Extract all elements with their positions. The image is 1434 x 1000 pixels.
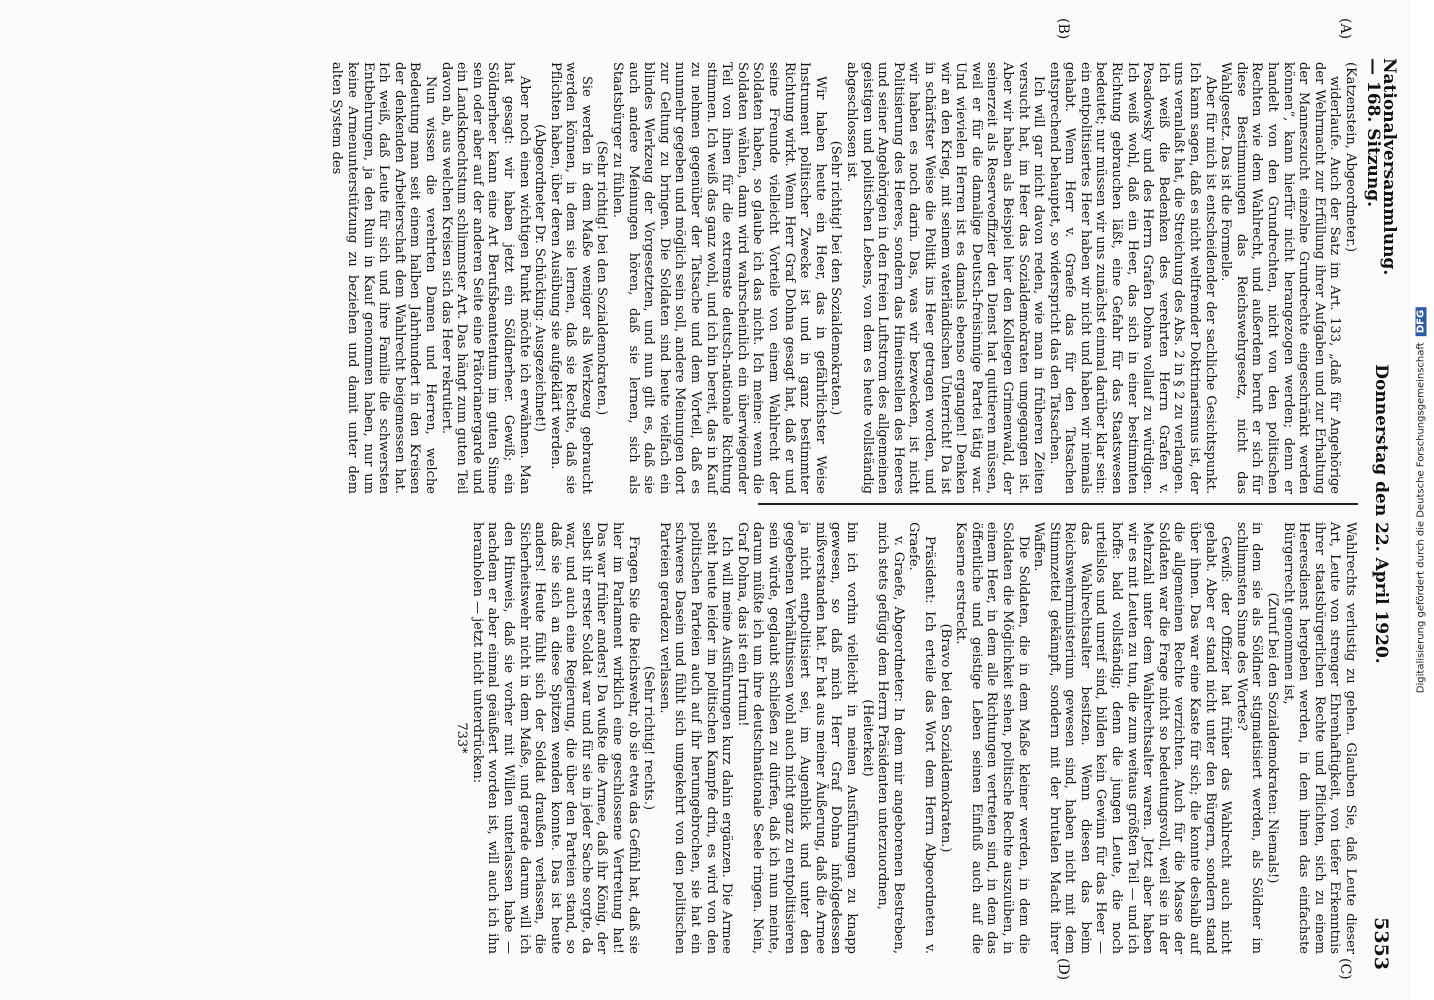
speaker-tag: (Katzenstein, Abgeordneter.) [1343,62,1358,253]
paragraph: Nun wissen die verehrten Damen und Herren, welche Bedeutung man seit einem halben Jahrhundert in den Kreisen der denkenden Arbeiterschaft dem Wahlrecht beigemessen hat. Ich weiß, daß Leute für sich und ihre Familie die schwersten Entbehrungen, ja den Ruin in Kauf genommen haben, nur um keine Armenunterstützung zu beziehen und damit unter dem alten System des [329,62,438,494]
interjection: (Heiterkeit) [859,699,875,777]
speaker-intro: v. Graefe, Abgeordneter: In dem mir angeborenen Bestreben, mich stets gefügig dem Herrn Präsidenten unterzuordnen, [875,522,906,954]
right-text-column [454,522,1358,954]
paragraph: Aber für mich ist entscheidender der sachliche Gesichtspunkt. Ich kann sagen, daß es nicht weltfremder Doktrinarismus ist, der uns veranlaßt hat, die Streichung des Abs. 2 in § 2 zu verlangen. Ich weiß die Bedenken des verehrten Herrn Grafen v. Posadowsky und des Herrn Grafen Dohna vollauf zu würdigen. Ich weiß wohl, daß ein Heer, das sich in einer bestimmten Richtung gebrauchen läßt, eine Gefahr für das Staatswesen bedeutet; nur müssen wir uns zunächst einmal darüber klar sein: ein entpolitisiertes Heer haben wir nicht und haben wir niemals gehabt. Wenn Herr v. Graefe das für den Tatsachen entsprechend behauptet, so widerspricht das den Tatsachen. [1046,62,1218,494]
paragraph: Ich will gar nicht davon reden, wie man in früheren Zeiten versucht hat, im Heer das Sozialdemokraten umgegangen ist. Aber wir haben als Beispiel hier den Kollegen Grimenwald, der seinerzeit als Reserveoffizier den Dienst hat quittieren müssen, weil er für die damalige Deutsch-freisinnige Partei tätig war. Und wievielen Herren ist es damals ebenso ergangen! Denken wir an den Krieg, mit seinem vaterländischen Unterricht! Da ist in schärfster Weise die Politik ins Heer getragen worden, und wir haben es noch darin. Das, was wir bezwecken, ist nicht Politisierung des Heeres, sondern das Hineinstellen des Heeres und seiner Angehörigen in den freien Luftstrom des allgemeinen geistigen und politischen Lebens, von dem es heute vollständig abgeschlossen ist. [844,62,1047,494]
column-divider [758,503,1358,505]
interjection: (Zuruf bei den Sozialdemokraten: Niemals!) [1265,592,1281,884]
digitization-side-strip [1410,0,1432,1000]
margin-mark-b: (B) [1055,18,1071,40]
interjection: (Abgeordneter Dr. Schücking: Ausgezeichnet!) [532,124,548,432]
paragraph: Fragen Sie die Reichswehr, ob sie etwa das Gefühl hat, daß sie hier im Parlament wirklich eine geschlossene Vertretung hat! Das war früher anders! Da wußte die Armee, daß ihr König, der selbst ihr erster Soldat war und für sie in jeder Sache sorgte, da war, und auch eine Regierung, die über den Parteien stand, so daß sie sich an diese Spitzen wenden konnte. Das ist heute anders! Heute fühlt sich der Soldat draußen verlassen, die Sicherheitswehr nicht in dem Maße, und gerade darum will ich den Hinweis, daß sie vorher mit Willen unterlassen habe — nachdem er aber einmal geäußert worden ist, will auch ich ihn heranholen — jetzt nicht unterdrücken: [469,522,641,954]
paragraph: bin ich vorhin vielleicht in meinen Ausführungen zu knapp gewesen, so daß mich Herr Graf Dohna infolgedessen mißverstanden hat. Er hat aus meiner Äußerung, daß die Armee ja nicht entpolitisiert sei, im Augenblick und unter den gegebenen Verhältnissen wohl auch nicht ganz zu entpolitisieren sein würde, geglaubt schließen zu dürfen, daß ich nun meinte, darum müßte ich um ihre deutschnationale Seele ringen. Nein, Graf Dohna, das ist ein Irrtum! [734,522,859,954]
margin-mark-a: (A) [1337,18,1353,40]
left-text-column [329,62,1358,494]
president-speech: Präsident: Ich erteile das Wort dem Herrn Abgeordneten v. Graefe. [906,522,937,954]
paragraph: widerlaufe. Auch der Satz im Art. 133, „daß für Angehörige der Wehrmacht zur Erfüllung ihrer Aufgaben und zur Erhaltung der Manneszucht einzelne Grundrechte eingeschränkt werden können“, kann hierfür nicht herangezogen werden; denn er handelt von den Grundrechten, nicht von den politischen Rechten wie dem Wahlrecht, und außerdem beruft er sich für diese Bestimmungen das Reichswehrgesetz, nicht das Wahlgesetz. Das ist die Formelle. [1218,62,1343,494]
paragraph: Ich will meine Ausführungen kurz dahin ergänzen. Die Armee steht heute leider im politischen Kampfe drin, es wird von den politischen Parteien auch auf ihr herumgebrochen, sie hat ein schweres Dasein und fühlt sich umgekehrt von den politischen Parteien geradezu verlassen. [656,522,735,954]
margin-mark-c: (C) [1337,958,1353,980]
margin-mark-d: (D) [1055,958,1071,981]
paragraph: Wahlrechts verlustig zu gehen. Glauben Sie, daß Leute dieser Art, Leute von strenger Ehrenhaftigkeit, von tiefer Erkenntnis ihrer staatsbürgerlichen Rechte und Pflichten, sich zu einem Heeresdienst hergeben werden, in dem ihnen das einfachste Bürgerrecht genommen ist, [1280,522,1358,954]
dfg-logo: DFG [1416,307,1427,336]
interjection: (Sehr richtig! rechts.) [641,665,657,811]
header-left: Nationalversammlung. — 168. Sitzung. [1363,58,1399,276]
interjection: (Bravo bei den Sozialdemokraten.) [937,623,953,853]
page-number: 5353 [1369,917,1392,970]
interjection: (Sehr richtig! bei den Sozialdemokraten.) [828,140,844,416]
header-date: Donnerstag den 22. April 1920. [1370,364,1391,664]
paragraph: Sie werden in dem Maße weniger als Werkzeug gebraucht werden können, in dem sie lernen, daß sie Rechte, daß sie Pflichten haben, über deren Ausübung sie aufgeklärt werden. [547,62,594,494]
paragraph: Gewiß: der Offizier hat früher das Wahlrecht auch nicht gehabt. Aber er stand nicht unter den Bürgern, sondern stand über ihnen. Das war eine Kaste für sich; die konnte deshalb auf die allgemeinen Rechte verzichten. Auch für die Masse der Soldaten war die Frage nicht so bedeutungsvoll, weil sie in der Mehrzahl unter dem Wahlrechtsalter waren. Jetzt aber haben wir es mit Leuten zu tun, die zum weitaus größten Teil — und ich hoffe: bald vollständig; denn die jungen Leute, die noch urteilslos und unreif sind, bilden kein Gewinn für das Heer — das Wahlrechtsalter besitzen. Wenn diesen das beim Reichswehrministerium gewesen sind, haben nicht mit dem Stimmzettel gekämpft, sondern mit der brutalen Macht ihrer Waffen. [1031,522,1234,954]
paragraph: in dem sie als Söldner stigmatisiert werden, als Söldner im schlimmsten Sinne des Wortes? [1233,522,1265,954]
paragraph: Wir haben heute ein Heer, das in gefährlichster Weise Instrument politischer Zwecke ist und in ganz bestimmter Richtung wirkt. Wenn Herr Graf Dohna gesagt hat, daß er und seine Freunde vielleicht Vorteile von einem Wahlrecht der Soldaten haben, so glaube ich das nicht. Ich meine: wenn die Soldaten wählen, dann wird wahrscheinlich ein überwiegender Teil von ihnen für die extremste deutsch-nationale Richtung stimmen. Ich weiß das ganz wohl, und ich bin bereit, das in Kauf zu nehmen gegenüber der Tatsache und dem Vorteil, daß es nunmehr gegeben und möglich sein soll, andere Meinungen dort zur Geltung zu bringen. Die Soldaten sind heute vielfach ein blindes Werkzeug der Vorgesetzten, und nun gilt es, daß sie auch andere Meinungen hören, daß sie lernen, sich als Staatsbürger zu fühlen. [610,62,828,494]
dfg-credit [1416,307,1427,693]
paragraph: Aber noch einen wichtigen Punkt möchte ich erwähnen. Man hat gesagt: wir haben jetzt ein Söldnerheer. Gewiß; ein Söldnerheer kann eine Art Berufsbeamtentum im guten Sinne sein oder aber auf der anderen Seite eine Prätorianergarde und ein Landsknechtstum schlimmster Art. Das hängt zum guten Teil davon ab, aus welchen Kreisen sich das Heer rekrutiert. [438,62,532,494]
paragraph: Die Soldaten, die in dem Maße kleiner werden, in dem die Soldaten die Möglichkeit sehen, politische Rechte auszuüben, in einem Heer, in dem alle Richtungen vertreten sind, in dem das öffentliche und geistige Leben seinen Einfluß auch auf die Kaserne erstreckt. [953,522,1031,954]
dfg-credit-text: Digitalisierung gefördert durch die Deutsche Forschungsgemeinschaft [1415,342,1427,694]
footer-mark: 733* [454,722,470,754]
page-header [1363,58,1399,970]
interjection: (Sehr richtig! bei den Sozialdemokraten.) [594,140,610,416]
